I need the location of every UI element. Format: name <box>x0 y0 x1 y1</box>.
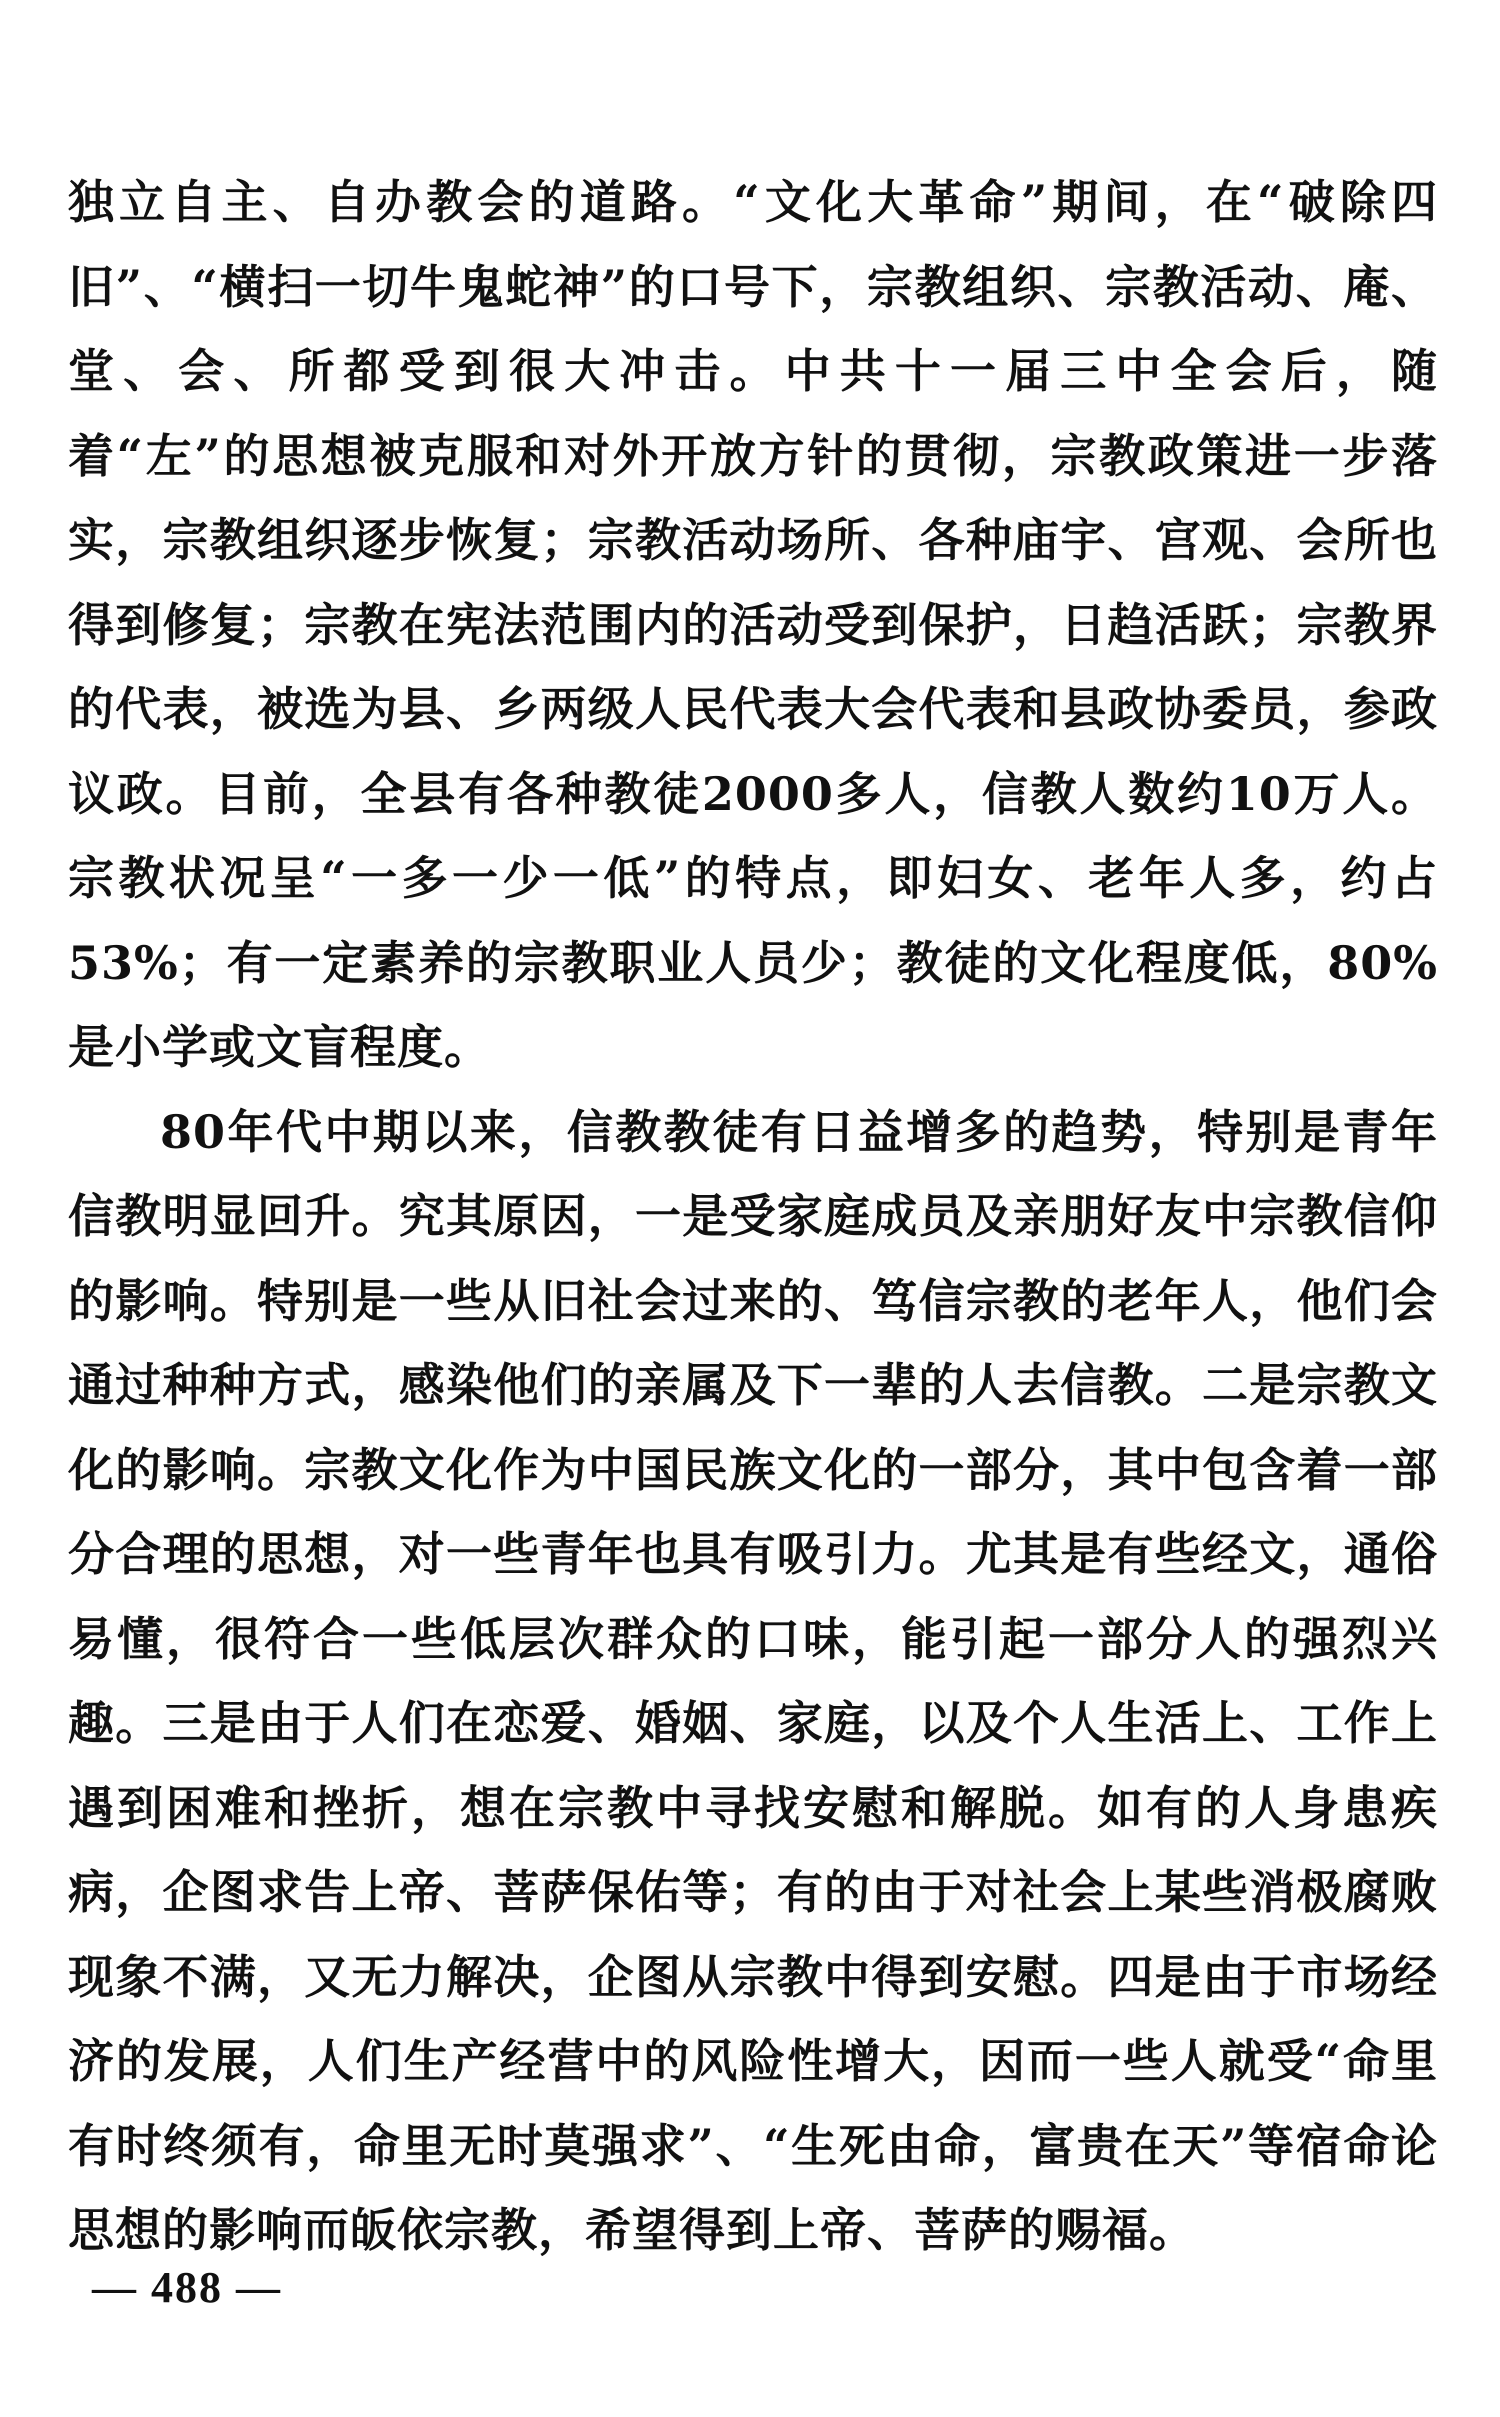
page-number: — 488 — <box>92 2263 282 2312</box>
paragraph-religion-history: 独立自主、自办教会的道路。“文化大革命”期间，在“破除四旧”、“横扫一切牛鬼蛇神”的口号下，宗教组织、宗教活动、庵、堂、会、所都受到很大冲击。中共十一届三中全会后，随着“左”的思想被克服和对外开放方针的贯彻，宗教政策进一步落实，宗教组织逐步恢复；宗教活动场所、各种庙宇、宫观、会所也得到修复；宗教在宪法范围内的活动受到保护，日趋活跃；宗教界的代表，被选为县、乡两级人民代表大会代表和县政协委员，参政议政。目前，全县有各种教徒2000多人，信教人数约10万人。宗教状况呈“一多一少一低”的特点，即妇女、老年人多，约占53%；有一定素养的宗教职业人员少；教徒的文化程度低，80%是小学或文盲程度。 <box>68 175 1438 1074</box>
page-body <box>68 160 1438 2273</box>
paragraph-religion-causes: 80年代中期以来，信教教徒有日益增多的趋势，特别是青年信教明显回升。究其原因，一是受家庭成员及亲朋好友中宗教信仰的影响。特别是一些从旧社会过来的、笃信宗教的老年人，他们会通过种种方式，感染他们的亲属及下一辈的人去信教。二是宗教文化的影响。宗教文化作为中国民族文化的一部分，其中包含着一部分合理的思想，对一些青年也具有吸引力。尤其是有些经文，通俗易懂，很符合一些低层次群众的口味，能引起一部分人的强烈兴趣。三是由于人们在恋爱、婚姻、家庭，以及个人生活上、工作上遇到困难和挫折，想在宗教中寻找安慰和解脱。如有的人身患疾病，企图求告上帝、菩萨保佑等；有的由于对社会上某些消极腐败现象不满，又无力解决，企图从宗教中得到安慰。四是由于市场经济的发展，人们生产经营中的风险性增大，因而一些人就受“命里有时终须有，命里无时莫强求”、“生死由命，富贵在天”等宿命论思想的影响而皈依宗教，希望得到上帝、菩萨的赐福。 <box>68 1104 1438 2257</box>
